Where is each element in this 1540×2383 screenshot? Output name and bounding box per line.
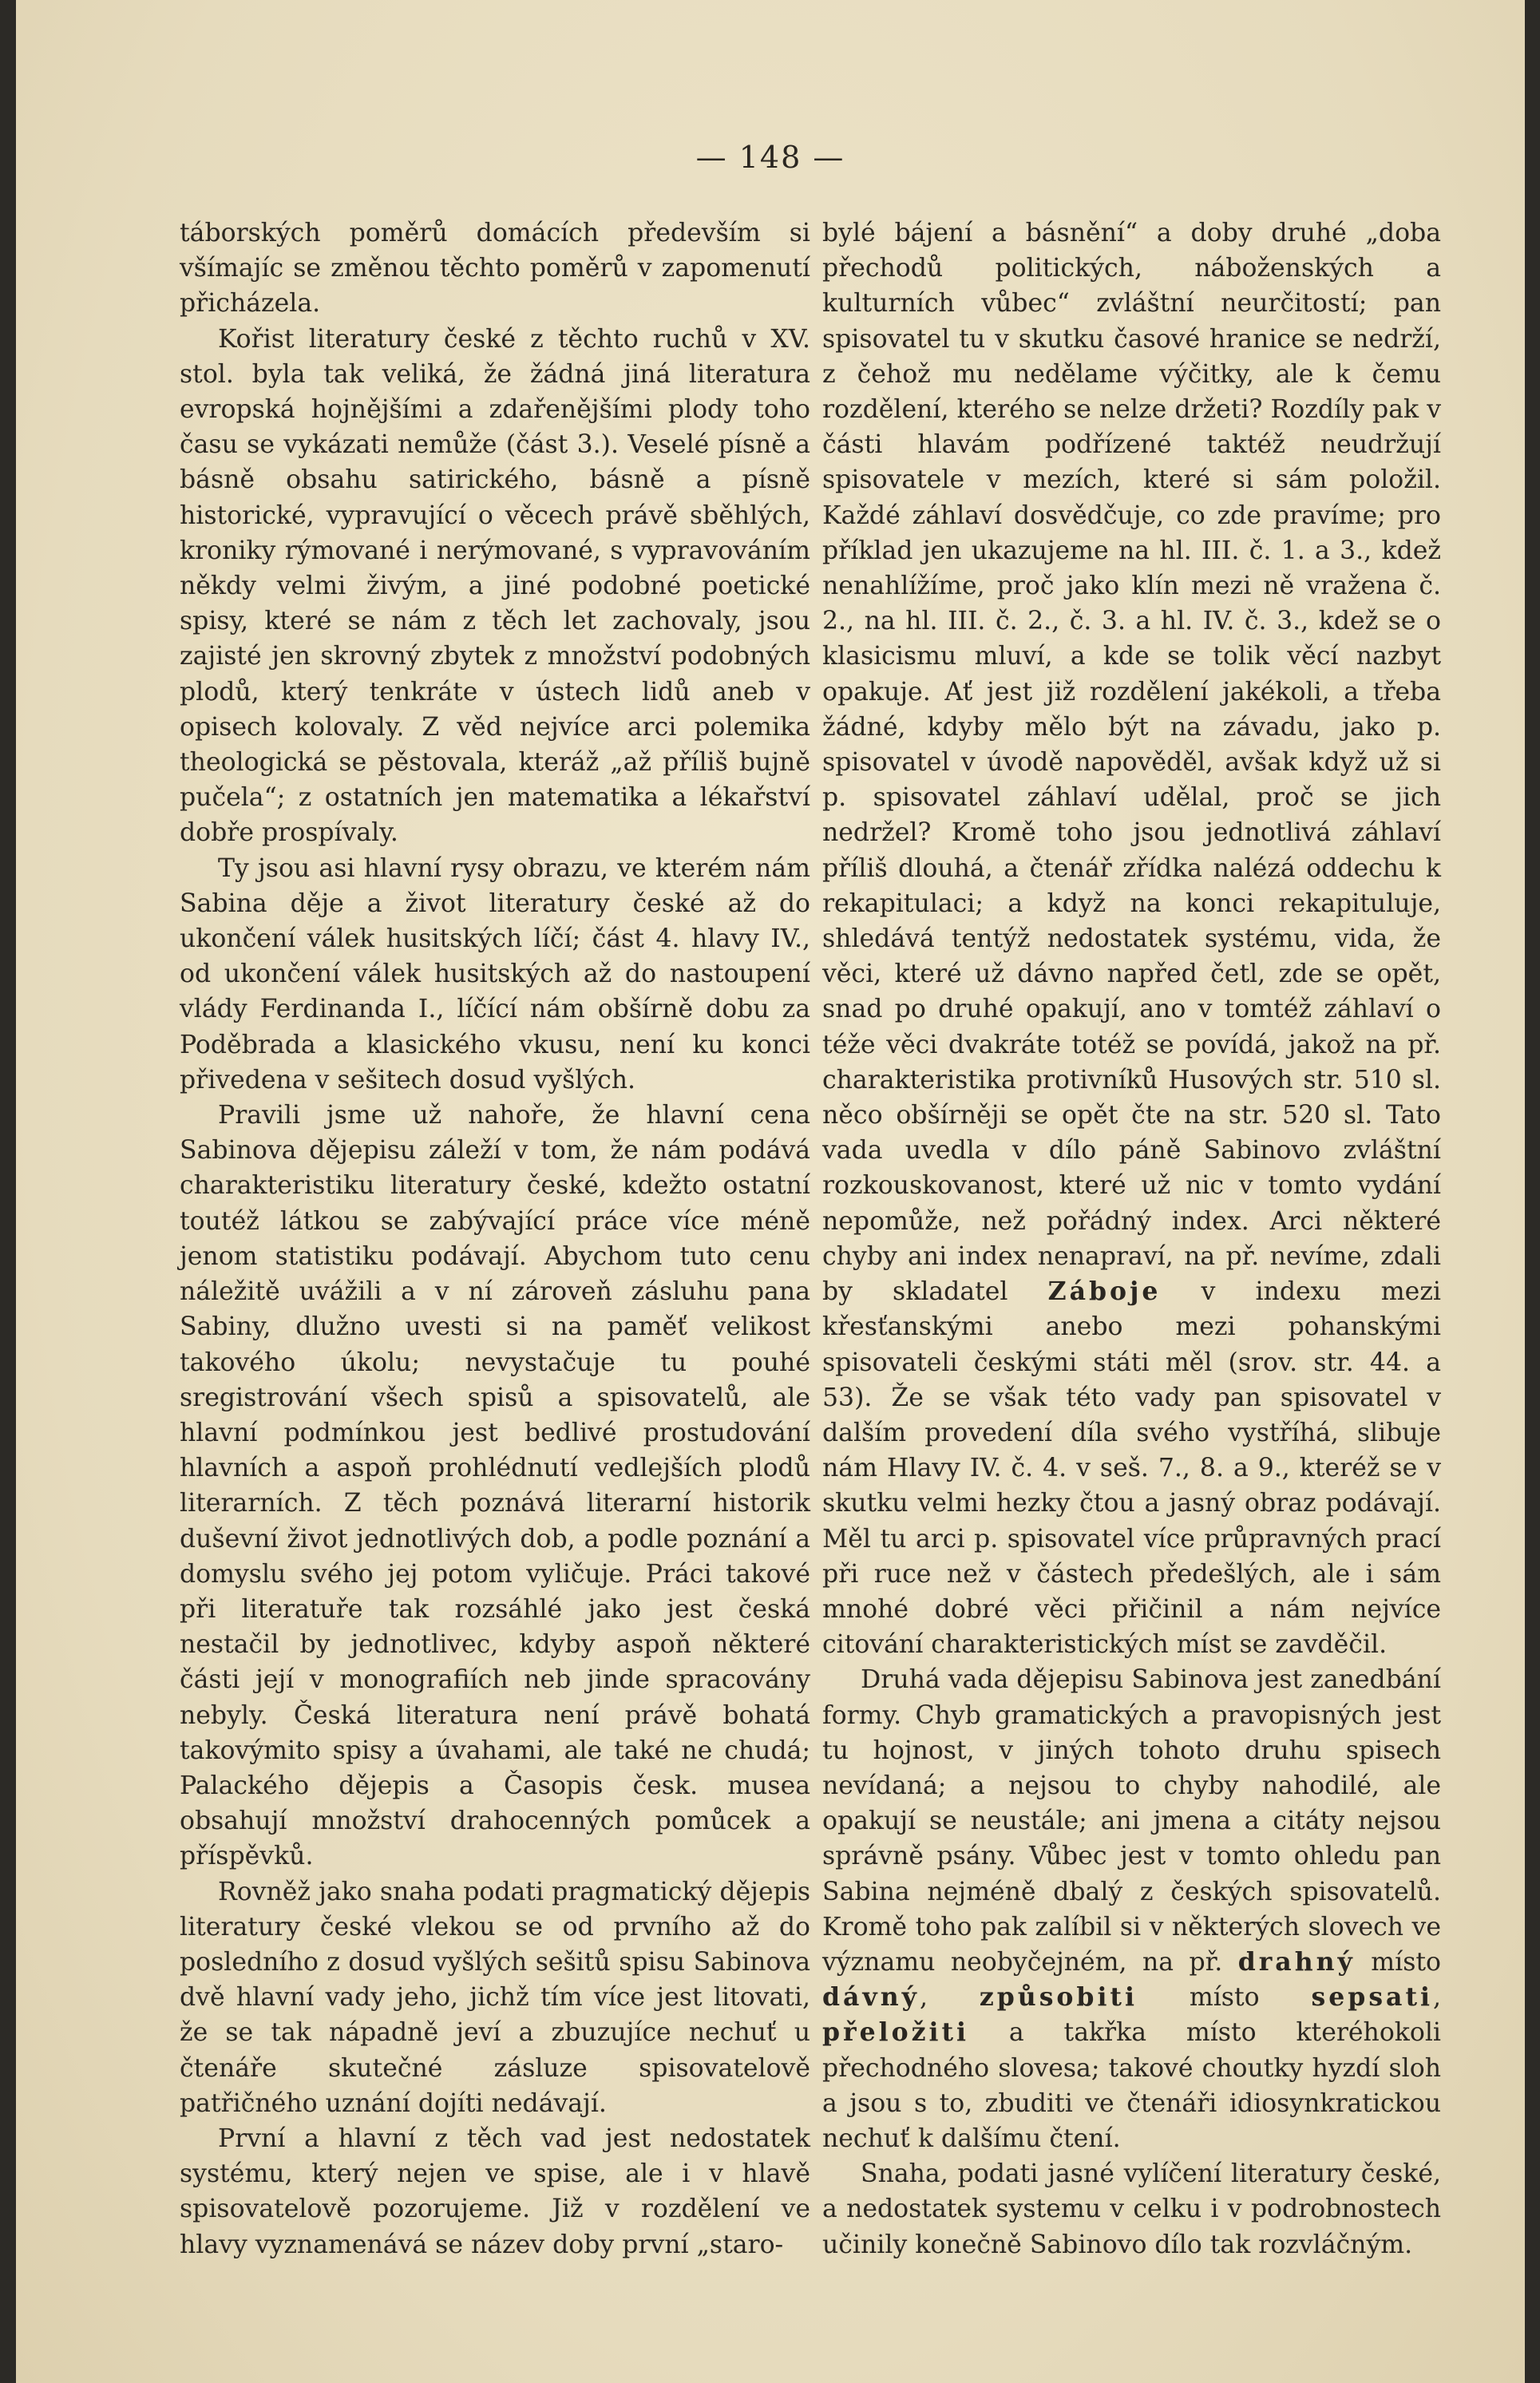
emphasized-word: dávný [822,1982,920,2013]
paragraph: Rovněž jako snaha podati pragmatický dějepis literatury české vlekou se od prvního až do posledního z dosud vyšlých sešitů spisu Sabinova dvě hlavní vady jeho, jichž tím více jest litovati, že se tak nápadně jeví a zbuzujíce nechuť u čtenáře skutečné zásluze spisovatelově patřičného uznání dojíti nedávají. [180,1877,810,2118]
emphasized-word: přeložiti [822,2017,970,2048]
text-run: , [1432,1983,1441,2013]
book-page [16,0,1525,2383]
emphasized-word: sepsati [1311,1982,1433,2013]
left-column [180,216,810,2262]
paragraph [822,1662,1441,2156]
paragraph: První a hlavní z těch vad jest nedostatek systému, který nejen ve spise, ale i v hlavě spisovatelově pozorujeme. Již v rozdělení ve hlavy vyznamenává se název doby první „staro- [180,2124,810,2259]
right-column [822,216,1441,2262]
text-run: bylé bájení a básnění“ a doby druhé „doba přechodů politických, náboženských a kulturních vůbec“ zvláštní neurčitostí; pan spisovatel tu v skutku časové hranice se nedrží, z čehož mu nedělame výčitky, ale k čemu rozdělení, kterého se nelze držeti? Rozdíly pak v části hlavám podřízené taktéž neudržují spisovatele v mezích, které si sám položil. Každé záhlaví dosvědčuje, co zde pravíme; pro příklad jen ukazujeme na hl. III. č. 1. a 3., kdež nenahlížíme, proč jako klín mezi ně vražena č. 2., na hl. III. č. 2., č. 3. a hl. IV. č. 3., kdež se o klasicismu mluví, a kde se tolik věcí nazbyt opakuje. Ať jest již rozdělení jakékoli, a třeba žádné, kdyby mělo být na závadu, jako p. spisovatel v úvodě napověděl, avšak když už si p. spisovatel záhlaví udělal, proč se jich nedržel? Kromě toho jsou jednotlivá záhlaví příliš dlouhá, a čtenář zřídka nalézá oddechu k rekapitulaci; a když na konci rekapituluje, shledává tentýž nedostatek systému, vida, že věci, které už dávno napřed četl, zde se opět, snad po druhé opakují, ano v tomtéž záhlaví o téže věci dvakráte totéž se povídá, jakož na př. charakteristika protivníků Husových str. 510 sl. něco obšírněji se opět čte na str. 520 sl. Tato vada uvedla v dílo páně Sabinovo zvláštní rozkouskovanost, které už nic v tomto vydání nepomůže, než pořádný index. Arci některé chyby ani index nenapraví, na př. nevíme, zdali by skladatel [822,219,1441,1307]
paragraph: Pravili jsme už nahoře, že hlavní cena Sabinova dějepisu záleží v tom, že nám podává charakteristiku literatury české, kdežto ostatní toutéž látkou se zabývající práce více méně jenom statistiku podávají. Abychom tuto cenu náležitě uvážili a v ní zároveň zásluhu pana Sabiny, dlužno uvesti si na paměť velikost takového úkolu; nevystačuje tu pouhé sregistrování všech spisů a spisovatelů, ale hlavní podmínkou jest bedlivé prostudování hlavních a aspoň prohlédnutí vedlejších plodů literarních. Z těch poznává literarní historik duševní život jednotlivých dob, a podle poznání a domyslu svého jej potom vyličuje. Práci takové při literatuře tak rozsáhlé jako jest česká nestačil by jednotlivec, kdyby aspoň některé části její v monografiích neb jinde spracovány nebyly. Česká literatura není právě bohatá takovýmito spisy a úvahami, ale také ne chudá; Palackého dějepis a Časopis česk. musea obsahují množství drahocenných pomůcek a příspěvků. [180,1101,810,1871]
paragraph: Snaha, podati jasné vylíčení literatury české, a nedostatek systemu v celku i v podrobnostech učinily konečně Sabinovo dílo tak rozvláčným. [822,2159,1441,2259]
emphasized-word: způsobiti [979,1982,1138,2013]
paragraph: táborských poměrů domácích především si všímajíc se změnou těchto poměrů v zapomenutí přicházela. [180,219,810,319]
paragraph: Kořist literatury české z těchto ruchů v XV. stol. byla tak veliká, že žádná jiná literatura evropská hojnějšími a zdařenějšími plody toho času se vykázati nemůže (část 3.). Veselé písně a básně obsahu satirického, básně a písně historické, vypravující o věcech právě sběhlých, kroniky rýmované i nerýmované, s vypravováním někdy velmi živým, a jiné podobné poetické spisy, které se nám z těch let zachovaly, jsou zajisté jen skrovný zbytek z množství podobných plodů, který tenkráte v ústech lidů aneb v opisech kolovaly. Z věd nejvíce arci polemika theologická se pěstovala, kteráž „až příliš bujně pučela“; z ostatních jen matematika a lékařství dobře prospívaly. [180,324,810,848]
text-run: , [919,1983,980,2013]
text-run: místo [1355,1947,1441,1977]
page-number: — 148 — [695,140,845,175]
emphasized-name: Záboje [1047,1277,1162,1307]
emphasized-word: drahný [1237,1946,1356,1977]
text-run: a takřka místo kteréhokoli přechodného slovesa; takové choutky hyzdí sloh a jsou s to, zbuditi ve čtenáři idiosynkratickou nechuť k dalšímu čtení. [822,2018,1441,2153]
text-run: v indexu mezi křesťanskými anebo mezi pohanskými spisovateli českými státi měl (srov. str. 44. a 53). Že se však této vady pan spisovatel v dalším provedení díla svého vystříhá, slibuje nám Hlavy IV. č. 4. v seš. 7., 8. a 9., kteréž se v skutku velmi hezky čtou a jasný obraz podávají. Měl tu arci p. spisovatel více průpravných prací při ruce než v částech předešlých, ale i sám mnohé dobré věci přičinil a nám nejvíce citování charakteristických míst se zavděčil. [822,1277,1441,1660]
text-run: Druhá vada dějepisu Sabinova jest zanedbání formy. Chyb gramatických a pravopisných jest tu hojnost, v jiných tohoto druhu spisech nevídaná; a nejsou to chyby nahodilé, ale opakují se neustále; ani jmena a citáty nejsou správně psány. Vůbec jest v tomto ohledu pan Sabina nejméně dbalý z českých spisovatelů. Kromě toho pak zalíbil si v některých slovech ve významu neobyčejném, na př. [822,1665,1441,1977]
paragraph: Ty jsou asi hlavní rysy obrazu, ve kterém nám Sabina děje a život literatury české až do ukončení válek husitských líčí; část 4. hlavy IV., od ukončení válek husitských až do nastoupení vlády Ferdinanda I., líčící nám obšírně dobu za Poděbrada a klasického vkusu, není ku konci přivedena v sešitech dosud vyšlých. [180,853,810,1095]
paragraph [822,216,1441,1662]
text-run: místo [1137,1983,1312,2013]
